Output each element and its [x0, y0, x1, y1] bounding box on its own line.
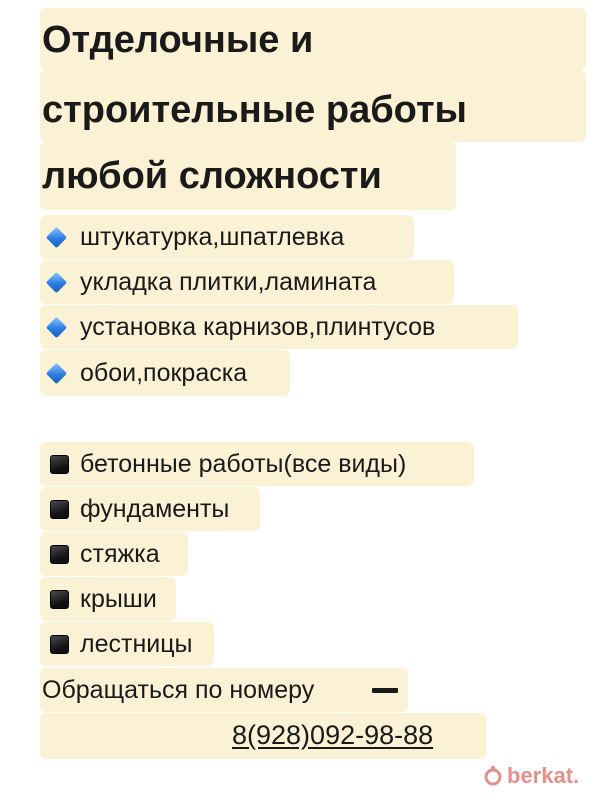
black-square-icon — [50, 545, 69, 564]
page-title-line-3: любой сложности — [42, 155, 382, 197]
black-square-icon — [50, 590, 69, 609]
contact-label: Обращаться по номеру — [42, 676, 315, 704]
list-item: крыши — [80, 585, 157, 613]
page-title-line-2: строительные работы — [42, 89, 468, 131]
phone-number-link[interactable]: 8(928)092-98-88 — [232, 720, 434, 750]
dash-icon — [372, 688, 398, 693]
list-item: установка карнизов,плинтусов — [80, 313, 436, 341]
list-item: лестницы — [80, 630, 193, 658]
list-item: стяжка — [80, 540, 160, 568]
black-square-icon — [50, 500, 69, 519]
page-title-line-1: Отделочные и — [42, 19, 314, 61]
list-item: фундаменты — [80, 495, 230, 523]
list-item: бетонные работы(все виды) — [80, 450, 407, 478]
list-item: укладка плитки,ламината — [80, 268, 377, 296]
black-square-icon — [50, 635, 69, 654]
watermark-text: berkat. — [507, 763, 580, 788]
black-square-icon — [50, 455, 69, 474]
berkat-logo-icon — [482, 765, 504, 787]
list-item: штукатурка,шпатлевка — [80, 223, 345, 251]
list-item: обои,покраска — [80, 359, 248, 387]
